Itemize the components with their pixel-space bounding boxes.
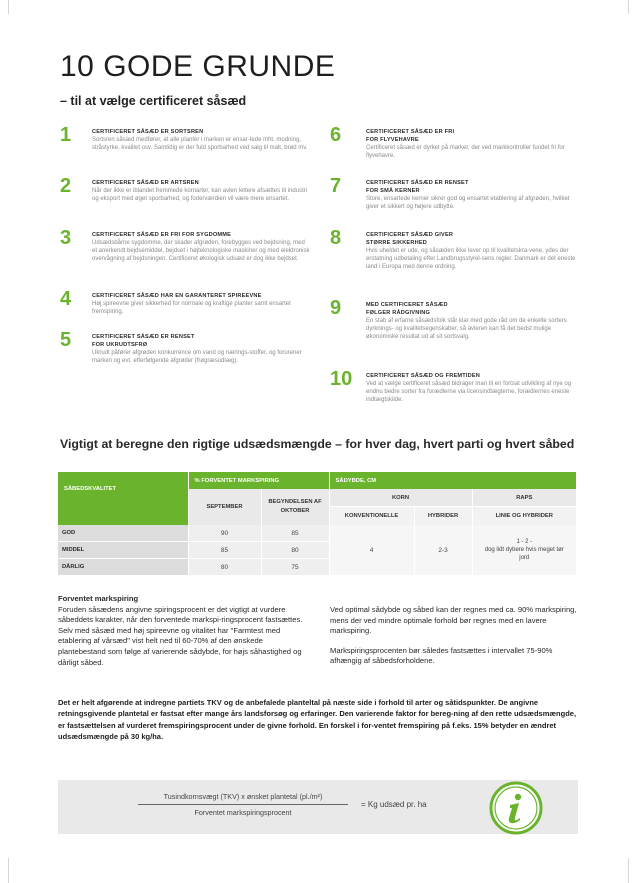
reason-body: Ukrudt påfører afgrøden konkurrence om vand og nærings-stoffer, og forurener marken og evt. efterfølgende afgrøder (frøgræsudlæg).	[92, 350, 302, 364]
value-cell: 75	[261, 559, 329, 576]
reason-heading-line2: FOR UKRUDTSFRØ	[92, 342, 148, 348]
forventet-right-paragraph-1: Ved optimal sådybde og såbed kan der regnes med ca. 90% markspiring, mens der ved mindre optimale forhold bør regnes med en lavere markspiring.	[330, 605, 577, 636]
info-icon	[488, 780, 544, 836]
reason-body: Høj spireevne giver sikkerhed for normale og kraftige planter samt ensartet fremspiring.	[92, 301, 291, 315]
reason-heading: CERTIFICERET SÅSÆD OG FREMTIDEN	[366, 373, 481, 379]
reason-heading: CERTIFICERET SÅSÆD ER FRI	[366, 129, 455, 135]
reason-number: 7	[330, 175, 342, 197]
depth-raps-value: 1 - 2 -	[516, 539, 533, 545]
reason-number: 1	[60, 124, 72, 146]
reason-heading: CERTIFICERET SÅSÆD ER RENSET	[92, 334, 195, 340]
bold-paragraph: Det er helt afgørende at indregne partiets TKV og de anbefalede planteltal på næste side i forhold til arter og såtidspunkter. De angivne retningsgivende plantetal er fastsat efter mange års landsforsøg og erfaringer. Den varierende faktor for bereg-ning af den rette udsædsmængde, er fastsættelsen af vurderet fremspiringsprocent under de givne forhold. En forskel i for-ventet fremspiring på f.eks. 15% betyder en ændret udsædsmængde på 30 kg/ha.	[58, 698, 577, 741]
formula-denominator: Forventet markspiringsprocent	[194, 808, 292, 817]
september-header: SEPTEMBER	[188, 489, 261, 525]
reason-number: 6	[330, 124, 342, 146]
korn-header: KORN	[329, 489, 472, 507]
reason-heading: CERTIFICERET SÅSÆD ER SORTSREN	[92, 129, 204, 135]
reason-heading: MED CERTIFICERET SÅSÆD	[366, 302, 448, 308]
quality-header: SÅBEDSKVALITET	[58, 472, 188, 507]
reason-number: 9	[330, 297, 342, 319]
reason-heading-line2: STØRRE SIKKERHED	[366, 240, 428, 246]
forventet-right-paragraph-2: Markspiringsprocenten bør således fastsættes i intervallet 75-90% afhængig af såbedsforholdene.	[330, 645, 553, 666]
crop-mark	[8, 0, 9, 14]
reason-number: 8	[330, 227, 342, 249]
raps-header: RAPS	[472, 489, 576, 507]
formula-numerator: Tusindkornsvægt (TKV) x ønsket plantetal (pl./m²)	[138, 792, 348, 805]
reason-body: Hvis uheldet er ude, og såsæden ikke lever op til kvalitetskra-vene, ydes der erstatning udbetaling efter Landbrugsstyrel-sens regler. Danmark er det eneste land i Europa med denne ordning.	[366, 248, 576, 270]
reason-number: 10	[330, 368, 353, 390]
october-header: BEGYNDELSEN AF OKTOBER	[261, 489, 329, 525]
forventet-heading: Forventet markspiring	[58, 594, 139, 603]
reason-number: 4	[60, 288, 72, 310]
formula-fraction	[138, 792, 348, 817]
table-row	[58, 525, 576, 542]
reason-heading: CERTIFICERET SÅSÆD HAR EN GARANTERET SPIREEVNE	[92, 293, 262, 299]
forventet-right-column	[330, 605, 578, 676]
crop-mark	[628, 858, 629, 883]
hybrid-header: HYBRIDER	[414, 507, 472, 525]
formula-box	[58, 780, 578, 834]
reason-body: Når der ikke er iblandet fremmede kornarter, kan avlen lettere afsættes til industri og eksport med øget sporbarhed, og foderværdien vil være mere ensartet.	[92, 188, 308, 202]
reason-heading: CERTIFICERET SÅSÆD ER ARTSREN	[92, 180, 199, 186]
depth-conventional: 4	[329, 525, 414, 575]
value-cell: 80	[261, 542, 329, 559]
value-cell: 85	[261, 525, 329, 542]
value-cell: 80	[188, 559, 261, 576]
reason-body: Sortsren såsæd medfører, at alle planter i marken er ensar-tede mht. modning, stråstyrke, kvalitet osv. Samtidig er der fuld sporbarhed ved salg til malt, brød mv.	[92, 137, 308, 151]
reason-heading: CERTIFICERET SÅSÆD GIVER	[366, 232, 454, 238]
reason-body: Udsædsbårne sygdomme, der skader afgrøden, forebygges ved bejdsning, med et anerkendt bejdsemiddel, bejdset i højteknologiske maskiner og med elektronisk overvågning af bejdsningen. Certificeret økologisk udsæd er dog ikke bejdset.	[92, 240, 310, 262]
depth-hybrid: 2-3	[414, 525, 472, 575]
germination-header: % FORVENTET MARKSPIRING	[188, 472, 329, 489]
depth-raps	[472, 525, 576, 575]
page-title: 10 GODE GRUNDE	[60, 50, 336, 83]
line-hybrid-header: LINIE OG HYBRIDER	[472, 507, 576, 525]
depth-header: SÅDYBDE, CM	[329, 472, 576, 489]
forventet-left-column	[58, 594, 306, 677]
reason-heading-line2: FØLGER RÅDGIVNING	[366, 310, 430, 316]
row-label: MIDDEL	[58, 542, 188, 559]
value-cell: 85	[188, 542, 261, 559]
row-label: DÅRLIG	[58, 559, 188, 576]
conventional-header: KONVENTIONELLE	[329, 507, 414, 525]
reason-heading: CERTIFICERET SÅSÆD ER RENSET	[366, 180, 469, 186]
seed-table	[58, 472, 576, 575]
depth-raps-note: dog lidt dybere hvis meget tør jord	[484, 547, 564, 561]
reason-number: 5	[60, 329, 72, 351]
crop-mark	[628, 0, 629, 14]
formula-result: = Kg udsæd pr. ha	[361, 800, 427, 809]
reason-heading: CERTIFICERET SÅSÆD ER FRI FOR SYGDOMME	[92, 232, 232, 238]
page-subtitle: – til at vælge certificeret såsæd	[60, 94, 247, 108]
row-label: GOD	[58, 525, 188, 542]
reason-body: Store, ensartede kerner sikrer god og ensartet etablering af afgrøden, hvilket giver et sikkert og højere udbytte.	[366, 196, 570, 210]
reason-body: Ved at vælge certificeret såsæd bidrager man til en fortsat udvikling af nye og endnu bedre sorter fra forædlerne via licensindtægterne, forædlernes eneste indtægtskilde.	[366, 381, 572, 403]
reason-heading-line2: FOR SMÅ KERNER	[366, 188, 420, 194]
reason-heading-line2: FOR FLYVEHAVRE	[366, 137, 419, 143]
forventet-left-paragraph: Foruden såsædens angivne spiringsprocent er det vigtigt at vurdere såbeddets karakter, når den forventede markspi-ringsprocent fastsættes. Selv med såsæd med høj spireevne og vitalitet har "Farmtest med etablering af vårsæd" vist helt ned til 60-70% af den ønskede plantebestand som følge af varierende sådybde, for højs såhastighed og dårligt såbed.	[58, 604, 303, 667]
value-cell: 90	[188, 525, 261, 542]
reason-number: 3	[60, 227, 72, 249]
reason-number: 2	[60, 175, 72, 197]
section-heading: Vigtigt at beregne den rigtige udsædsmængde – for hver dag, hvert parti og hvert såbed	[60, 437, 575, 451]
crop-mark	[8, 858, 9, 883]
reason-body: En stab af erfarne såsædsfolk står klar med gode råd om de enkelte sorters dyrknings- og kvalitetsegenskaber, så avleren kan få det bedst mulige økonomiske resultat ud af sit sortsvalg.	[366, 318, 567, 340]
reason-body: Certificeret såsæd er dyrket på marker, der ved markkontroller fundet fri for flyvehavre.	[366, 145, 565, 159]
